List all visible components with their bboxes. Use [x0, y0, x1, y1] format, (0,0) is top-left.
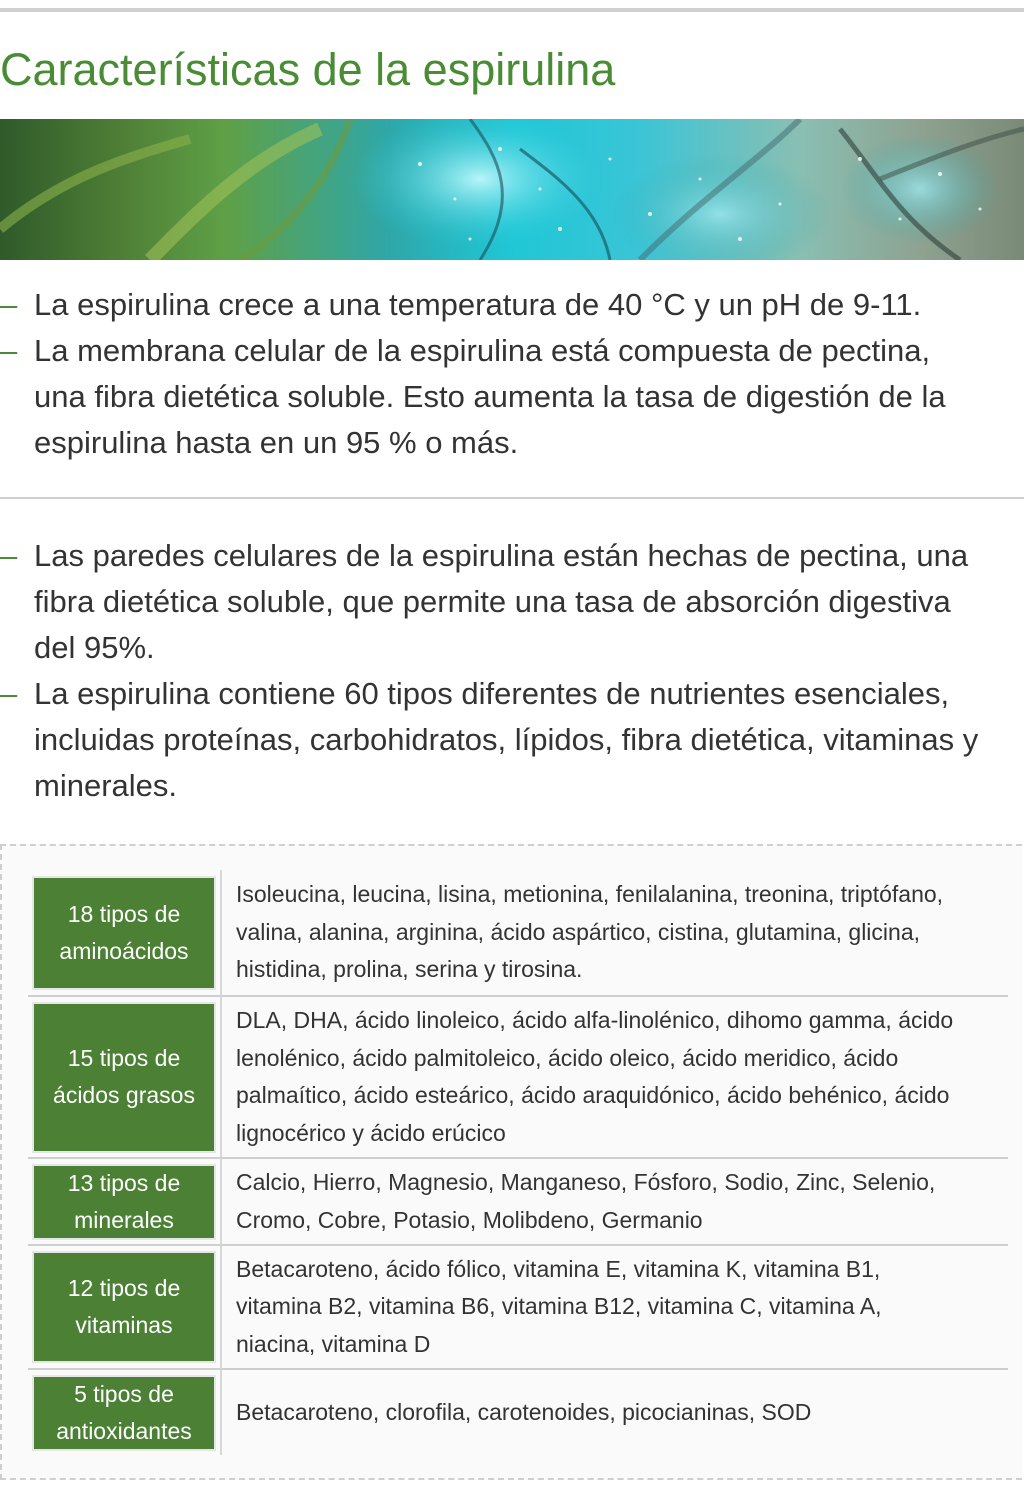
description-line: palmaítico, ácido esteárico, ácido araquidónico, ácido behénico, ácido — [236, 1082, 950, 1108]
table-row — [28, 1159, 1008, 1246]
dash-bullet: – — [0, 333, 18, 368]
category-line: 18 tipos de — [67, 900, 181, 927]
list-item — [0, 328, 1024, 466]
description-line: niacina, vitamina D — [236, 1330, 431, 1357]
description-cell — [222, 870, 1008, 997]
category-label — [32, 1375, 216, 1451]
nutrients-table — [28, 870, 1008, 1455]
top-bar — [0, 0, 1024, 12]
category-cell — [28, 1159, 222, 1246]
category-line: aminoácidos — [59, 937, 189, 964]
category-line: vitaminas — [75, 1312, 173, 1338]
category-label — [32, 876, 216, 990]
category-line: 15 tipos de — [67, 1045, 181, 1071]
list-item-line: una fibra dietética soluble. Esto aumenta la tasa de digestión de la — [34, 379, 946, 414]
description-line: Cromo, Cobre, Potasio, Molibdeno, Germanio — [236, 1206, 703, 1233]
list-item-line: minerales. — [34, 768, 177, 803]
page-title: Características de la espirulina — [0, 44, 616, 95]
category-label — [32, 1164, 216, 1240]
spirulina-banner-image — [0, 119, 1024, 260]
description-line: DLA, DHA, ácido linoleico, ácido alfa-linolénico, dihomo gamma, ácido — [236, 1007, 954, 1033]
category-label — [32, 1251, 216, 1363]
table-row — [28, 997, 1008, 1159]
list-item — [0, 533, 1024, 671]
category-cell — [28, 1246, 222, 1370]
list-item-line: Las paredes celulares de la espirulina están hechas de pectina, una — [34, 538, 969, 573]
list-item-line: La espirulina contiene 60 tipos diferentes de nutrientes esenciales, — [34, 676, 950, 711]
table-row — [28, 1246, 1008, 1370]
category-line: antioxidantes — [56, 1417, 192, 1444]
dash-bullet: – — [0, 538, 18, 573]
description-line: lenolénico, ácido palmitoleico, ácido oleico, ácido meridico, ácido — [236, 1044, 899, 1071]
description-line: Betacaroteno, ácido fólico, vitamina E, vitamina K, vitamina B1, — [236, 1255, 881, 1282]
description-line: lignocérico y ácido erúcico — [236, 1119, 506, 1146]
list-item-line: del 95%. — [34, 630, 155, 665]
characteristics-list-1 — [0, 282, 1024, 466]
list-item — [0, 282, 1024, 328]
description-line: vitamina B2, vitamina B6, vitamina B12, vitamina C, vitamina A, — [236, 1293, 882, 1320]
description-cell — [222, 997, 1008, 1159]
category-line: 13 tipos de — [67, 1169, 181, 1196]
description-line: valina, alanina, arginina, ácido aspártico, cistina, glutamina, glicina, — [236, 918, 921, 945]
category-cell — [28, 870, 222, 997]
list-item-line: fibra dietética soluble, que permite una tasa de absorción digestiva — [34, 584, 951, 619]
category-line: ácidos grasos — [53, 1082, 195, 1108]
table-row — [28, 870, 1008, 997]
list-item-line: La membrana celular de la espirulina está compuesta de pectina, — [34, 333, 931, 368]
section-divider — [0, 497, 1024, 499]
category-cell — [28, 1370, 222, 1455]
dash-bullet: – — [0, 676, 18, 711]
list-item-line: La espirulina crece a una temperatura de 40 °C y un pH de 9-11. — [34, 287, 922, 322]
category-line: minerales — [74, 1206, 174, 1233]
description-line: Isoleucina, leucina, lisina, metionina, fenilalanina, treonina, triptófano, — [236, 881, 944, 908]
description-line: Calcio, Hierro, Magnesio, Manganeso, Fósforo, Sodio, Zinc, Selenio, — [236, 1169, 936, 1195]
description-line: histidina, prolina, serina y tirosina. — [236, 956, 583, 983]
category-line: 12 tipos de — [67, 1275, 181, 1301]
table-row — [28, 1370, 1008, 1455]
list-item — [0, 671, 1024, 809]
category-label — [32, 1002, 216, 1153]
description-cell — [222, 1246, 1008, 1370]
description-line: Betacaroteno, clorofila, carotenoides, picocianinas, SOD — [236, 1398, 812, 1425]
description-cell — [222, 1370, 1008, 1455]
characteristics-list-2 — [0, 533, 1024, 809]
dash-bullet: – — [0, 287, 18, 322]
category-cell — [28, 997, 222, 1159]
category-line: 5 tipos de — [74, 1380, 174, 1407]
description-cell — [222, 1159, 1008, 1246]
list-item-line: espirulina hasta en un 95 % o más. — [34, 425, 519, 460]
list-item-line: incluidas proteínas, carbohidratos, lípidos, fibra dietética, vitaminas y — [34, 722, 979, 757]
